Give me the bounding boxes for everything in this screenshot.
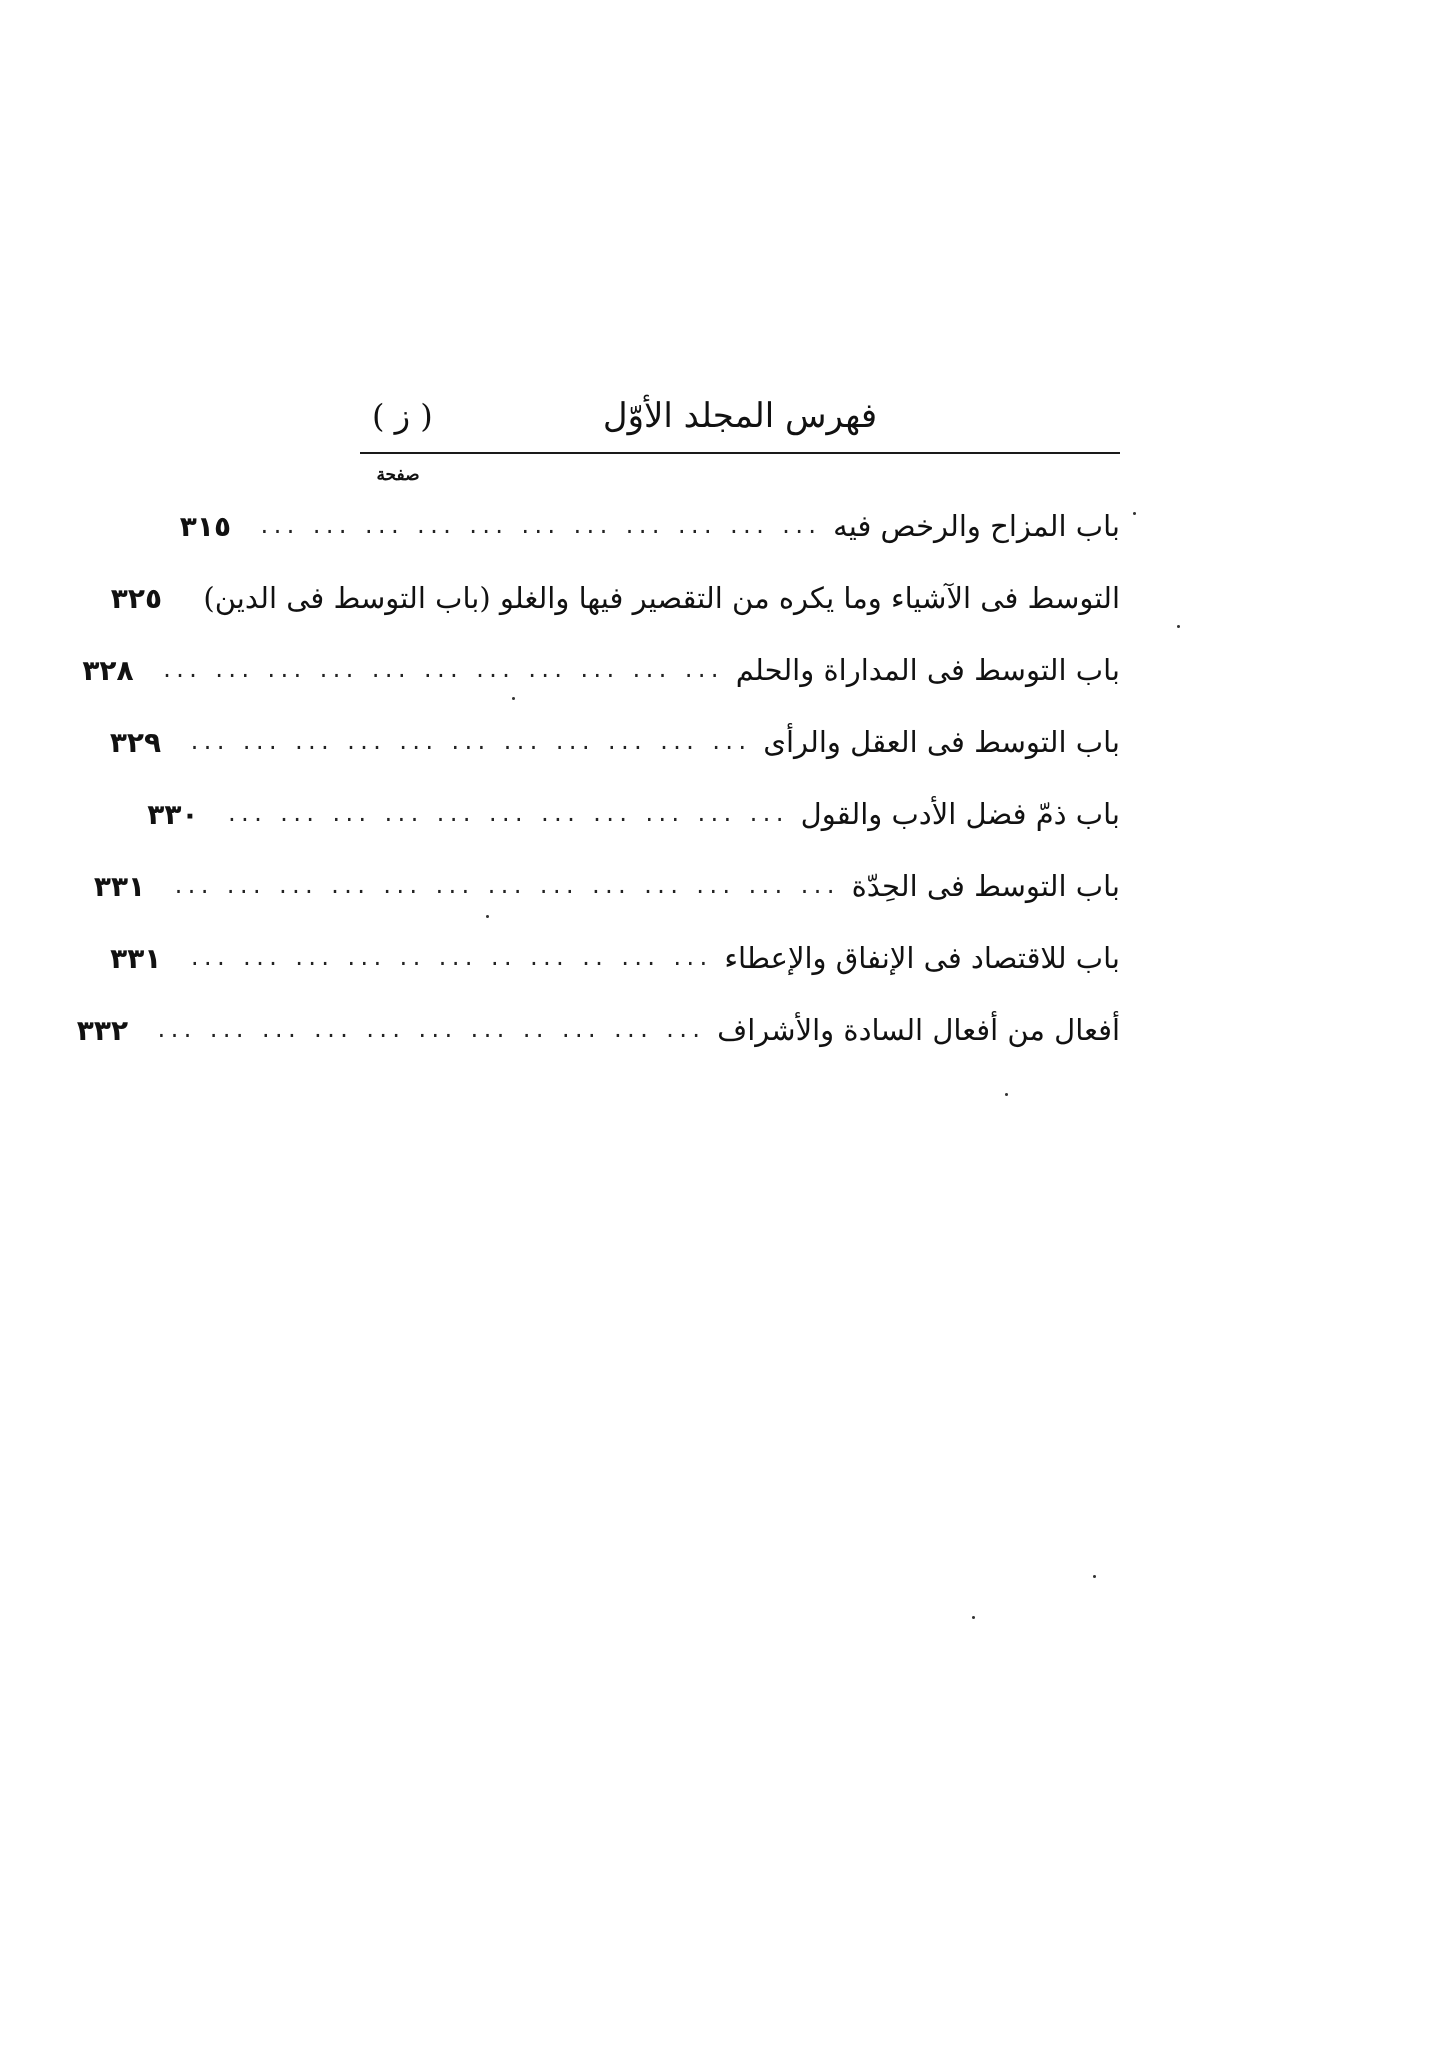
toc-entry-title: باب التوسط فى المداراة والحلم	[735, 653, 1120, 687]
running-header	[360, 388, 1120, 444]
scan-speck	[1093, 1575, 1096, 1578]
scan-speck	[1133, 512, 1136, 515]
toc-entry	[179, 490, 1120, 562]
dot-leader: ... ... ... ... ... ... ... ... ... ... ...	[188, 730, 750, 754]
toc-entry-title: أفعال من أفعال السادة والأشراف	[717, 1013, 1120, 1047]
toc-entry-page: ٣٣١	[93, 869, 146, 903]
scan-speck	[972, 1616, 975, 1619]
toc-entry	[93, 850, 1120, 922]
toc-entry-page: ٣١٥	[179, 509, 232, 543]
toc-entry-title: التوسط فى الآشياء وما يكره من التقصير فيها والغلو (باب التوسط فى الدين)	[203, 581, 1120, 615]
table-of-contents	[76, 490, 1120, 1066]
dot-leader: ... ... ... ... ... ... ... ... ... ... ...	[225, 802, 787, 826]
dot-leader: ... ... ... ... ... ... ... ... ... ... ...	[258, 514, 820, 538]
toc-entry	[110, 922, 1120, 994]
toc-entry-page: ٣٢٨	[82, 653, 134, 687]
toc-entry	[147, 778, 1120, 850]
toc-entry	[110, 562, 1120, 634]
dot-leader: ... ... ... ... .. ... .. ... .. ... ...	[188, 946, 711, 970]
toc-entry-title: باب ذمّ فضل الأدب والقول	[800, 797, 1120, 831]
toc-entry-page: ٣٢٩	[109, 725, 162, 759]
toc-entry-title: باب للاقتصاد فى الإنفاق والإعطاء	[724, 941, 1120, 975]
toc-entry-page: ٣٣٢	[76, 1013, 129, 1047]
header-title: فهرس المجلد الأوّل	[602, 396, 878, 436]
scan-speck	[1177, 625, 1180, 628]
toc-entry-title: باب التوسط فى العقل والرأى	[763, 725, 1120, 759]
dot-leader: ... ... ... ... ... ... ... ... ... ... ...	[160, 658, 722, 682]
dot-leader: ... ... ... ... ... ... ... ... ... ... ... ... ...	[172, 874, 838, 898]
header-rule	[360, 452, 1120, 454]
scan-speck	[1005, 1093, 1008, 1096]
dot-leader: ... ... ... ... ... ... ... .. ... ... ...	[155, 1018, 704, 1042]
scan-speck	[512, 697, 515, 700]
toc-entry-page: ٣٢٥	[110, 581, 163, 615]
toc-entry	[109, 706, 1120, 778]
toc-entry-page: ٣٣٠	[147, 797, 199, 831]
toc-entry	[82, 634, 1120, 706]
toc-entry-title: باب المزاح والرخص فيه	[833, 509, 1120, 543]
page-column-header: صفحة	[376, 465, 420, 485]
toc-entry-page: ٣٣١	[110, 941, 162, 975]
header-page-marker: ( ز )	[372, 397, 433, 435]
toc-entry	[76, 994, 1120, 1066]
toc-entry-title: باب التوسط فى الحِدّة	[851, 869, 1120, 903]
scan-speck	[486, 915, 489, 918]
